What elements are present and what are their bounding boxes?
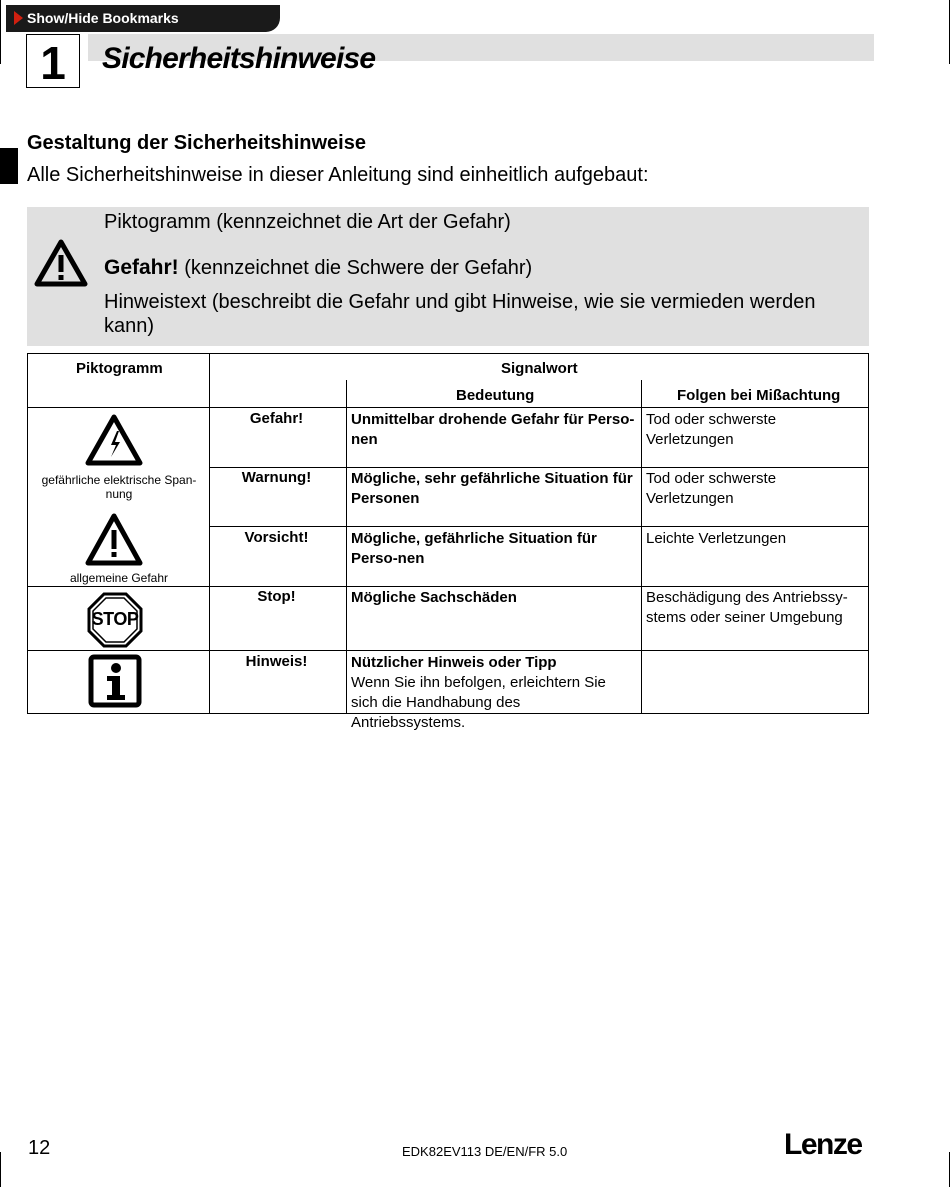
signal-word-stop: Stop! (257, 588, 296, 605)
signal-word-warning: Warnung! (241, 469, 312, 486)
general-danger-icon (84, 512, 144, 573)
info-icon (88, 654, 142, 713)
structure-line-text: Hinweistext (beschreibt die Gefahr und gibt Hinweise, wie sie vermieden werden kann) (104, 291, 816, 337)
meaning-warning: Mögliche, sehr gefährliche Situation für Personen (351, 470, 633, 507)
page-edge-mark (0, 0, 1, 64)
stop-sign-text: STOP (91, 609, 139, 629)
consequence-warning: Tod oder schwerste Verletzungen (646, 470, 777, 507)
chapter-number: 1 (26, 34, 80, 88)
table-rule (28, 650, 868, 651)
signal-word-explanation: (kennzeichnet die Schwere der Gefahr) (184, 257, 533, 279)
section-intro: Alle Sicherheitshinweise in dieser Anleitung sind einheitlich aufgebaut: (27, 164, 649, 186)
consequence-caution: Leichte Verletzungen (646, 530, 787, 547)
consequence-stop: Beschädigung des Antriebssy-stems oder seiner Umgebung (646, 589, 848, 626)
table-rule (346, 380, 347, 713)
meaning-note: Nützlicher Hinweis oder Tipp (351, 654, 557, 671)
structure-line-pictogram: Piktogramm (kennzeichnet die Art der Gefahr) (104, 211, 511, 233)
show-hide-bookmarks-button[interactable] (6, 5, 280, 32)
signal-word-table (27, 353, 869, 731)
header-pictogram: Piktogramm (76, 360, 163, 377)
chapter-title: Sicherheitshinweise (102, 42, 376, 75)
signal-word-example: Gefahr! (104, 256, 179, 279)
meaning-danger: Unmittelbar drohende Gefahr für Perso-nen (351, 411, 635, 448)
page-edge-mark (0, 1152, 1, 1187)
caption-general-danger: allgemeine Gefahr (69, 571, 169, 585)
structure-line-signal-word (104, 256, 532, 280)
signal-word-danger: Gefahr! (249, 410, 304, 427)
header-meaning: Bedeutung (456, 387, 535, 404)
meaning-caution: Mögliche, gefährliche Situation für Perso-nen (351, 530, 597, 567)
table-rule (209, 526, 868, 527)
header-signal-word: Signalwort (501, 360, 578, 377)
signal-word-caution: Vorsicht! (244, 529, 309, 546)
table-rule (28, 407, 868, 408)
section-heading: Gestaltung der Sicherheitshinweise (27, 132, 366, 154)
stop-sign-icon (87, 592, 143, 653)
table-rule (641, 380, 642, 713)
header-consequences: Folgen bei Mißachtung (677, 387, 841, 404)
caption-electric-voltage: gefährliche elektrische Span-nung (41, 473, 197, 501)
meaning-note-detail: Wenn Sie ihn befolgen, erleichtern Sie sich die Handhabung des Antriebssystems. (351, 674, 606, 731)
document-id: EDK82EV113 DE/EN/FR 5.0 (402, 1144, 568, 1159)
play-arrow-icon (14, 11, 23, 25)
warning-triangle-icon (34, 238, 88, 293)
electric-voltage-warning-icon (84, 413, 144, 472)
signal-word-note: Hinweis! (245, 653, 308, 670)
chapter-thumb-tab (0, 148, 18, 184)
lenze-logo: Lenze (784, 1128, 862, 1161)
table-rule (28, 586, 868, 587)
bookmarks-label: Show/Hide Bookmarks (27, 10, 179, 26)
table-rule (209, 467, 868, 468)
consequence-danger: Tod oder schwerste Verletzungen (646, 411, 777, 448)
page-number: 12 (28, 1137, 51, 1159)
meaning-stop: Mögliche Sachschäden (351, 589, 517, 606)
